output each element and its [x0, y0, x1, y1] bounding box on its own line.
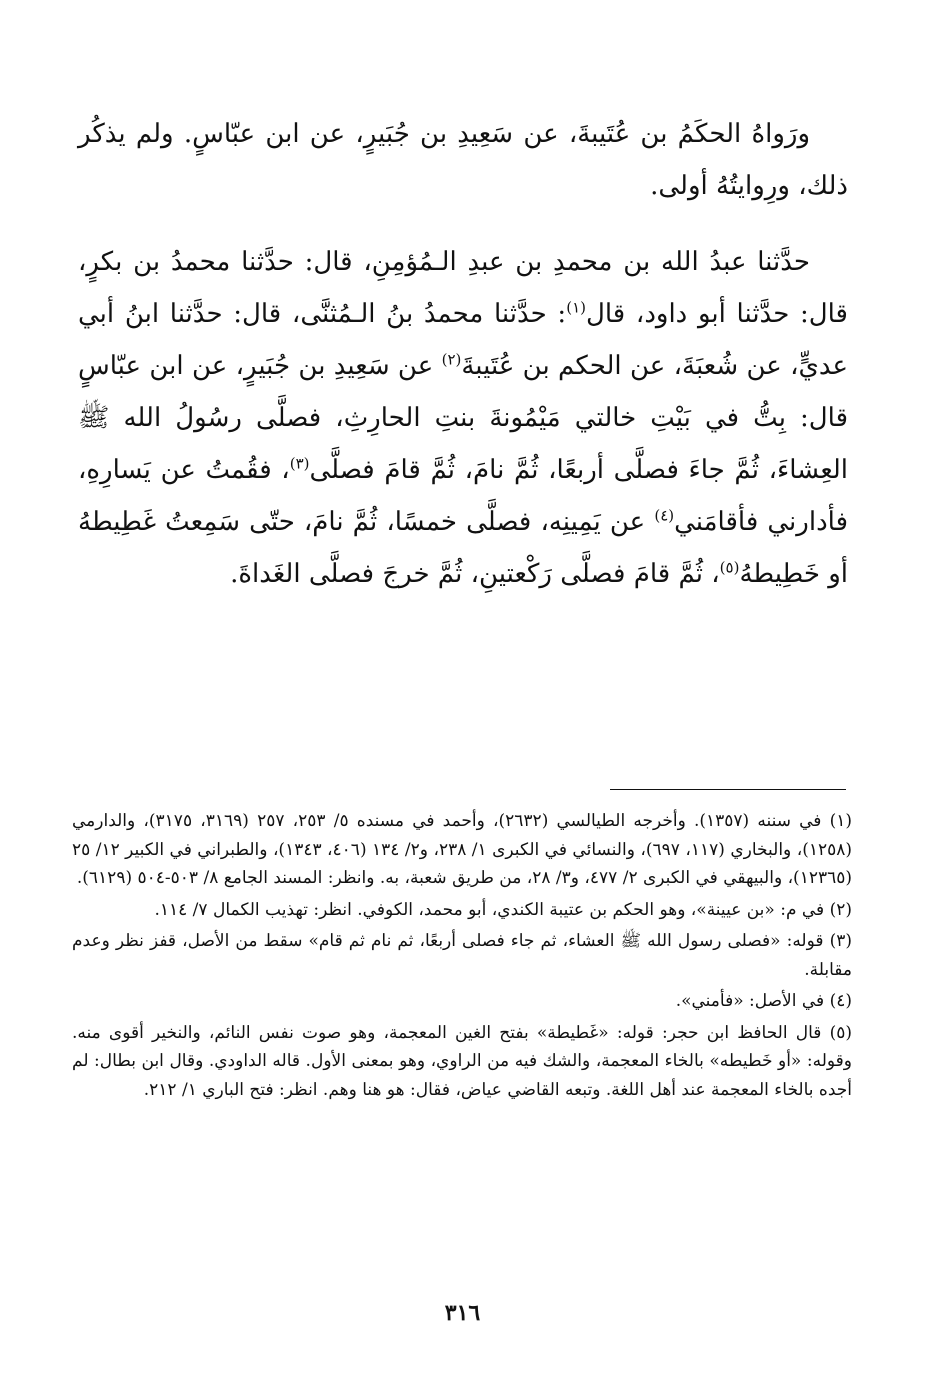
text-segment: عن سَعِيدِ بن جُبَيرٍ، عن ابن عبّاسٍ قال: بِتُّ في بَيْتِ خالتي مَيْمُونةَ بنتِ الحارِثِ، فصلَّى رسُولُ الله ﷺ العِشاءَ، ثُمَّ جاءَ فصلَّى أربعًا، ثُمَّ نامَ، ثُمَّ قامَ فصلَّى: [78, 351, 849, 485]
footnote-marker-5[interactable]: (٥): [719, 558, 740, 577]
text-segment: عن يَمِينِه، فصلَّى خمسًا، ثُمَّ نامَ، حتّى سَمِعتُ غَطِيطهُ أو خَطِيطهُ: [78, 507, 848, 589]
footnote-2: [72, 896, 852, 925]
footnote-text: قال الحافظ ابن حجر: قوله: «غَطيطة» بفتح الغين المعجمة، وهو صوت نفس النائم، والنخير أقوى منه. وقوله: «أو خَطيطه» بالخاء المعجمة، والشك فيه من الراوي، وهو بمعنى الأول. قاله الداودي. وقال ابن بطال: لم أجده بالخاء المعجمة عند أهل اللغة. وتبعه القاضي عياض، فقال: هو هنا وهم. انظر: فتح الباري ١/ ٢١٢.: [72, 1022, 852, 1100]
footnote-number: (١): [829, 811, 853, 831]
footnote-4: [72, 987, 852, 1016]
footnotes-section: [72, 807, 852, 1107]
footnote-number: (٢): [829, 899, 852, 920]
footnote-marker-1[interactable]: (١): [566, 298, 586, 317]
footnote-text: في سننه (١٣٥٧). وأخرجه الطيالسي (٢٦٣٢)، وأحمد في مسنده ٥/ ٢٥٣، ٢٥٧ (٣١٦٩، ٣١٧٥)، والدارمي (١٢٥٨)، والبخاري (١١٧، ٦٩٧)، والنسائي في الكبرى ١/ ٢٣٨، و٢/ ١٣٤ (٤٠٦، ١٣٤٣)، والطبراني في الكبير ١٢/ ٢٥ (١٢٣٦٥)، والبيهقي في الكبرى ٢/ ٤٧٧، و٣/ ٢٨، من طريق شعبة، به. وانظر: المسند الجامع ٨/ ٥٠٣-٥٠٤ (٦١٢٩).: [72, 811, 853, 888]
footnote-marker-2[interactable]: (٢): [441, 350, 462, 369]
paragraph-text: [78, 236, 848, 600]
text-segment: : حدَّثنا محمدُ بنُ الـمُثنَّى، قال: حدَّثنا ابنُ أبي عديٍّ، عن شُعبَةَ، عن الحكم بن عُتَيبةَ: [78, 299, 848, 381]
paragraph-text: ورَواهُ الحكَمُ بن عُتَيبةَ، عن سَعِيدِ بن جُبَيرٍ، عن ابن عبّاسٍ. ولم يذكُر ذلك، ورِوايتُهُ أولى.: [78, 119, 848, 201]
footnote-divider: [610, 789, 846, 790]
footnote-text: قوله: «فصلى رسول الله ﷺ العشاء، ثم جاء فصلى أربعًا، ثم نام ثم قام» سقط من الأصل، قفز نظر وعدم مقابلة.: [72, 931, 852, 980]
footnote-text: في م: «بن عيينة»، وهو الحكم بن عتيبة الكندي، أبو محمد، الكوفي. انظر: تهذيب الكمال ٧/ ١١٤.: [154, 899, 825, 920]
footnote-text: في الأصل: «فأمني».: [675, 991, 825, 1011]
footnote-1: [72, 807, 852, 893]
main-paragraph-1: [78, 108, 848, 212]
footnote-marker-3[interactable]: (٣): [289, 454, 310, 473]
text-segment: ، فقُمتُ عن يَسارِهِ، فأدارني فأقامَني: [78, 455, 848, 537]
text-segment: ، ثُمَّ قامَ فصلَّى رَكْعتينِ، ثُمَّ خرجَ فصلَّى الغَداةَ.: [230, 559, 720, 589]
footnote-number: (٥): [829, 1022, 852, 1043]
footnote-number: (٤): [829, 991, 852, 1011]
page-number: ٣١٦: [444, 1300, 481, 1326]
footnote-5: [72, 1019, 852, 1105]
footnote-3: [72, 927, 852, 984]
text-segment: حدَّثنا عبدُ الله بن محمدِ بن عبدِ الـمُؤمِنِ، قال: حدَّثنا محمدُ بن بكرٍ، قال: حدَّثنا أبو داود، قال: [78, 247, 848, 329]
footnote-marker-4[interactable]: (٤): [654, 506, 675, 525]
main-paragraph-2: [78, 236, 848, 600]
footnote-number: (٣): [829, 931, 853, 951]
